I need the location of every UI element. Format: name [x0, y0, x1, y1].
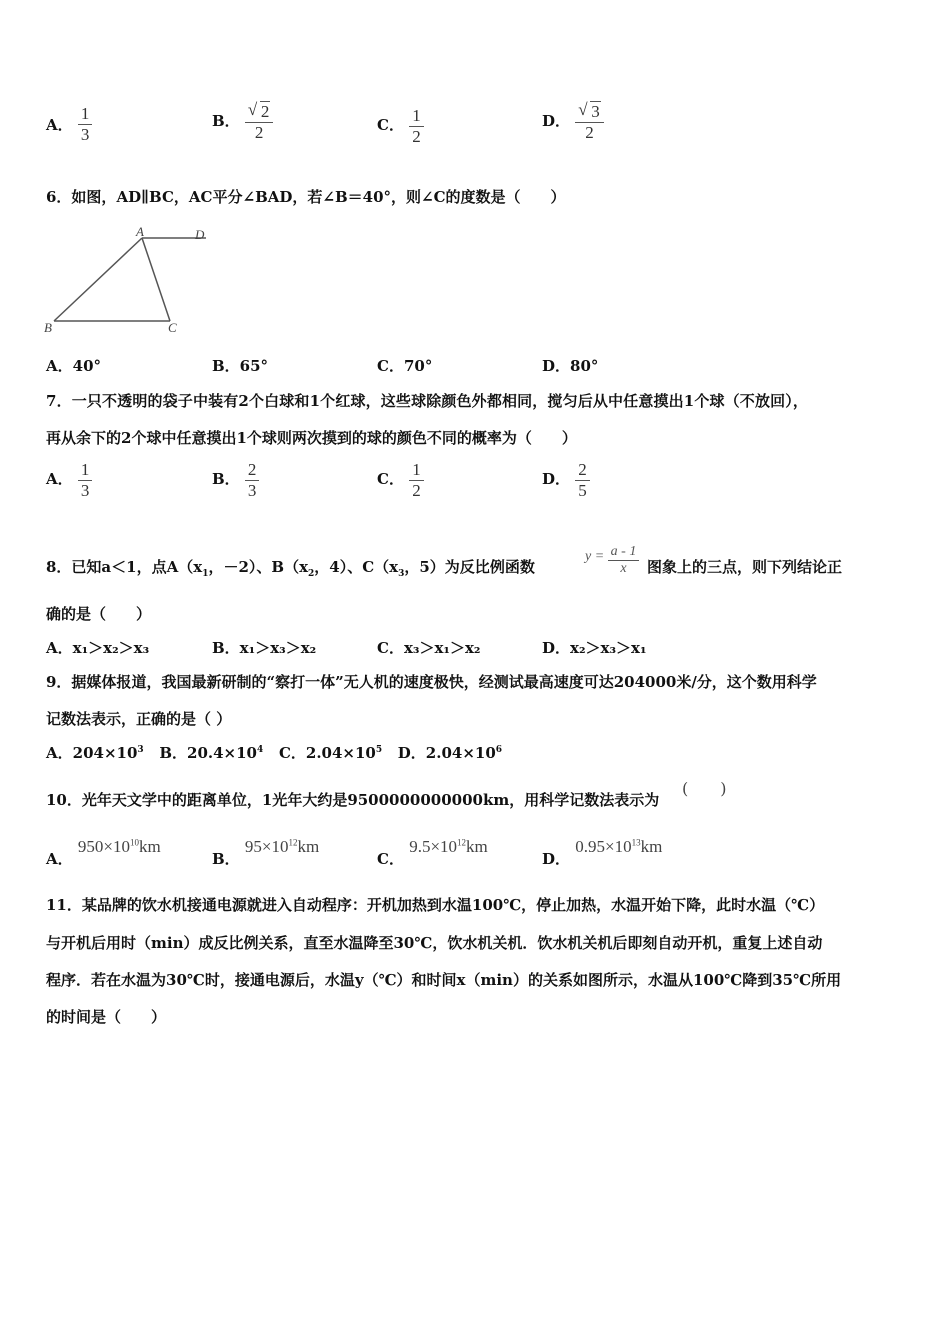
denominator: x [608, 560, 640, 577]
exponent: 5 [375, 745, 383, 755]
option-letter: A． [46, 850, 73, 868]
q7-stem-line1: 7．一只不透明的袋子中装有2个白球和1个红球，这些球除颜色外都相同，搅匀后从中任意摸出1个球（不放回）， [46, 392, 809, 410]
q10-option-b[interactable] [212, 836, 320, 868]
q9-option-c[interactable] [279, 744, 382, 762]
exponent: 13 [631, 837, 641, 848]
q8-option-a[interactable]: A．x₁＞x₂＞x₃ [46, 639, 150, 657]
denominator: 2 [409, 126, 424, 147]
denominator: 3 [78, 480, 93, 501]
option-label: D．2.04×10 [397, 744, 496, 762]
q9-option-d[interactable] [398, 744, 502, 762]
q8-option-d[interactable]: D．x₂＞x₃＞x₁ [542, 639, 647, 657]
unit: km [297, 837, 320, 856]
q8-text-c: ，4）、C（x [314, 558, 399, 576]
exponent: 4 [257, 745, 264, 755]
option-expression [409, 837, 488, 856]
option-letter: D． [542, 470, 571, 489]
option-letter: D． [542, 850, 571, 868]
q6-option-c[interactable]: C．70° [377, 357, 433, 375]
option-letter: D． [542, 112, 571, 131]
option-letter: C． [377, 116, 404, 135]
denominator: 3 [245, 480, 260, 501]
line-ab [54, 238, 142, 321]
q9-stem-line1: 9．据媒体报道，我国最新研制的“察打一体”无人机的速度极快，经测试最高速度可达204000米/分，这个数用科学 [46, 673, 817, 691]
q6-option-a[interactable]: A．40° [46, 357, 102, 375]
q11-stem-line1: 11．某品牌的饮水机接通电源就进入自动程序：开机加热到水温100℃，停止加热，水温开始下降，此时水温（℃） [46, 896, 825, 914]
numerator [575, 102, 604, 122]
q9-option-b[interactable] [159, 744, 263, 762]
option-letter: C． [377, 470, 404, 489]
fraction [409, 106, 424, 146]
numerator: 1 [80, 460, 90, 479]
q8-stem-line2: 确的是（ ） [46, 605, 152, 623]
fraction [575, 460, 590, 500]
unit: km [466, 837, 488, 856]
label-b: B [44, 320, 52, 335]
fraction [245, 460, 260, 500]
numerator: 1 [412, 460, 421, 479]
q6-option-b[interactable]: B．65° [212, 357, 269, 375]
option-letter: B． [212, 470, 240, 489]
numerator: a - 1 [610, 544, 637, 559]
option-expression [78, 837, 161, 856]
option-letter: C． [377, 850, 404, 868]
numerator: 1 [412, 106, 421, 125]
fraction [575, 102, 604, 142]
q8-text-b: ，－2）、B（x [208, 558, 309, 576]
fraction [608, 544, 640, 577]
exponent: 12 [457, 837, 467, 848]
q6-stem-prefix: 6．如图， [46, 188, 117, 206]
label-c: C [168, 320, 177, 335]
denominator: 2 [575, 122, 604, 143]
numerator: 1 [80, 104, 90, 123]
option-label: A．204×10 [46, 744, 138, 762]
q8-text-d: ，5）为反比例函数 [404, 558, 535, 576]
option-label: B．20.4×10 [159, 744, 257, 762]
q9-stem-line2: 记数法表示，正确的是（ ） [46, 710, 232, 728]
option-expression [575, 837, 662, 856]
q8-option-b[interactable]: B．x₁＞x₃＞x₂ [212, 639, 317, 657]
q7-option-b[interactable] [212, 460, 259, 500]
denominator: 3 [78, 124, 93, 145]
q10-stem: 10．光年天文学中的距离单位，1光年大约是9500000000000km，用科学记数法表示为 [46, 791, 660, 809]
q8-option-c[interactable]: C．x₃＞x₁＞x₂ [377, 639, 481, 657]
line-ac [142, 238, 170, 321]
numerator [245, 102, 274, 122]
fraction [78, 104, 93, 144]
q10-option-c[interactable] [377, 836, 488, 868]
base: 9.5×10 [409, 837, 458, 856]
sqrt-icon: √ 3 [578, 100, 600, 121]
q6-stem [46, 186, 566, 207]
label-d: D [195, 227, 205, 242]
exponent: 6 [495, 745, 503, 755]
option-letter: A． [46, 116, 73, 135]
q7-option-d[interactable] [542, 460, 590, 500]
q9-options [46, 742, 502, 763]
numerator: 2 [578, 460, 587, 479]
fraction [245, 102, 274, 142]
numerator: 2 [247, 460, 257, 479]
option-expression [245, 837, 319, 856]
radicand: 3 [591, 102, 600, 121]
sqrt-icon: √ 2 [247, 100, 270, 121]
exponent: 10 [129, 837, 139, 848]
q6-triangle-figure [40, 222, 220, 337]
q7-option-a[interactable] [46, 460, 92, 500]
q11-stem-line3: 程序．若在水温为30℃时，接通电源后，水温y（℃）和时间x（min）的关系如图所示，水温从100℃降到35℃所用 [46, 971, 842, 989]
q10-answer-paren: ( ) [682, 779, 727, 798]
exponent: 3 [137, 745, 144, 755]
unit: km [138, 837, 161, 856]
q5-option-a[interactable] [46, 106, 92, 146]
denominator: 2 [409, 480, 424, 501]
q10-option-a[interactable] [46, 836, 161, 868]
q8-stem-line1-end: 图象上的三点，则下列结论正 [647, 558, 843, 576]
q8-function-formula [585, 544, 639, 577]
q8-func-y: y = [585, 548, 605, 564]
q6-stem-math: AD∥BC，AC平分∠BAD，若∠B＝40°，则∠C的度数是（ ） [116, 188, 566, 206]
q5-option-d[interactable] [542, 102, 604, 142]
base: 0.95×10 [575, 837, 632, 856]
denominator: 5 [575, 480, 590, 501]
base: 950×10 [77, 837, 130, 856]
q7-stem-line2: 再从余下的2个球中任意摸出1个球则两次摸到的球的颜色不同的概率为（ ） [46, 429, 577, 447]
denominator: 2 [245, 122, 274, 143]
option-letter: A． [46, 470, 73, 489]
q10-option-d[interactable] [542, 836, 663, 868]
q11-stem-line4: 的时间是（ ） [46, 1008, 167, 1026]
q8-text-a: 8．已知a＜1，点A（x [46, 558, 203, 576]
base: 95×10 [244, 837, 289, 856]
option-letter: B． [212, 850, 240, 868]
option-letter: B． [212, 112, 240, 131]
q6-option-d[interactable]: D．80° [542, 357, 599, 375]
q5-option-b[interactable] [212, 102, 273, 142]
fraction [409, 460, 424, 500]
q5-option-c[interactable] [377, 106, 424, 146]
q7-option-c[interactable] [377, 460, 424, 500]
q8-stem-line1: 8．已知a＜1，点$A(x_1$，－2）、$B(x_2$，4）、$C(x_3$，5）为反比例函数 [46, 558, 535, 579]
option-label: C．2.04×10 [278, 744, 376, 762]
exponent: 12 [288, 837, 298, 848]
fraction [78, 460, 93, 500]
q9-option-a[interactable] [46, 744, 144, 762]
unit: km [640, 837, 663, 856]
label-a: A [136, 224, 144, 239]
q11-stem-line2: 与开机后用时（min）成反比例关系，直至水温降至30℃，饮水机关机．饮水机关机后即刻自动开机，重复上述自动 [46, 934, 823, 952]
radicand: 2 [260, 102, 270, 121]
